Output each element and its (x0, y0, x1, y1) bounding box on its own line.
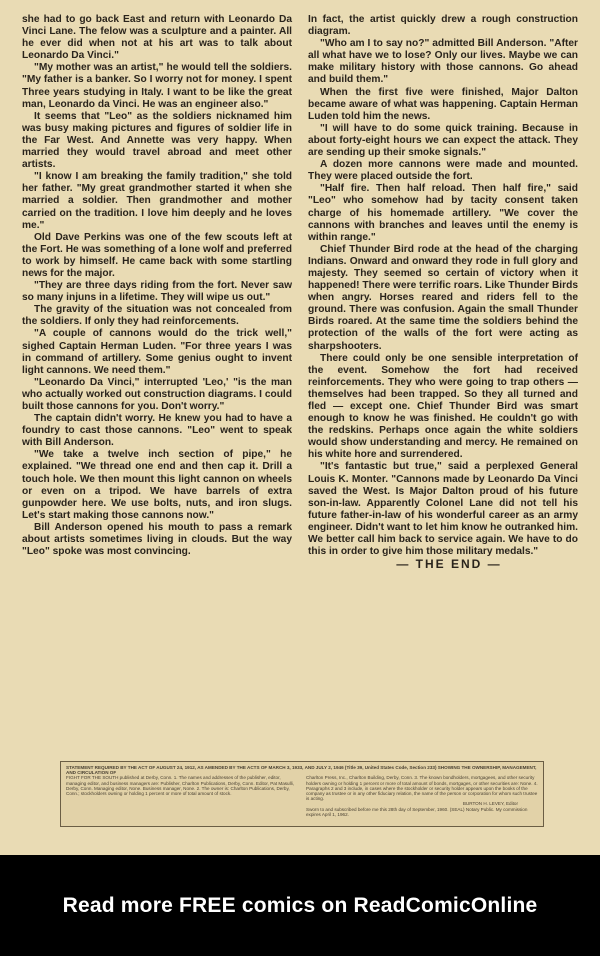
story-paragraph: "Half fire. Then half reload. Then half fire," said "Leo" who somehow had by tacity consent taken charge of his homemade artillery. "We cover the cannons with branches and leaves until the enemy is within range." (308, 183, 578, 243)
story-paragraph: "I know I am breaking the family tradition," she told her father. "My great grandmother started it when she married a soldier. Then grandmother and mother carried on the tradition. I love him deeply and he loves me." (22, 171, 292, 231)
story-paragraph: "Leonardo Da Vinci," interrupted 'Leo,' "is the man who actually worked out construction diagrams. I could built those cannons for you. Don't worry." (22, 376, 292, 412)
ownership-statement-box (60, 761, 544, 827)
story-paragraph: There could only be one sensible interpretation of the event. Somehow the fort had received reinforcements. They who were going to trap others — themselves had been trapped. So they all turned and fled — except one. Chief Thunder Bird was smart enough to know he was finished. He couldn't go with the redskins. Perhaps once again the white soldiers would show understanding and mercy. He remained on his white hore and surrendered. (308, 352, 578, 461)
story-paragraph: In fact, the artist quickly drew a rough construction diagram. (308, 14, 578, 38)
story-paragraph: she had to go back East and return with Leonardo Da Vinci Lane. The felow was a sculpture and a painter. All he ever did when not at his art was to talk about Leonardo Da Vinci." (22, 14, 292, 62)
statement-left-text: FIGHT FOR THE SOUTH published at Derby, Conn. 1. The names and addresses of the publisher, editor, managing editor, and business managers are: Publisher, Charlton Publications, Derby, Conn. Editor, Pat Masulli, Derby, Conn. Managing editor, None. Business manager, None. 2. The owner is: Charlton Publications, Derby, Conn.; stockholders owning or holding 1 percent or more of total amount of stock. (66, 775, 294, 797)
story-paragraph: When the first five were finished, Major Dalton became aware of what was happening. Captain Herman Luden told him the news. (308, 86, 578, 122)
story-paragraph: "It's fantastic but true," said a perplexed General Louis K. Monter. "Cannons made by Leonardo Da Vinci saved the West. Is Major Dalton proud of his future son-in-law. Apparently Colonel Lane did not tell his future father-in-law of his wonderful career as an army engineer. Didn't want to let him know he outranked him. We better call him back to service again. We have to do this in order to give him those military medals." (308, 461, 578, 558)
the-end-mark: — THE END — (396, 557, 502, 572)
story-paragraph: Chief Thunder Bird rode at the head of the charging Indians. Onward and onward they rode in full glory and majesty. They seemed so certain of victory when it happened! There were terrific roars. Like Thunder Birds when angry. Horses reared and riders fell to the ground. There was confusion. Again the small Thunder Birds roared. At the same time the soldiers behind the protection of the walls of the fort were acting as sharpshooters. (308, 243, 578, 352)
promo-banner-text[interactable]: Read more FREE comics on ReadComicOnline (62, 893, 538, 917)
story-paragraph: "We take a twelve inch section of pipe," he explained. "We thread one end and then cap it. Drill a touch hole. We then mount this light cannon on wheels or even on a tripod. We have barrels of extra gunpowder here. We use bolts, nuts, and iron slugs. Let's start making those cannons now." (22, 449, 292, 521)
statement-right-text: Charlton Press, Inc., Charlton Building, Derby, Conn. 3. The known bondholders, mortgagees, and other security holders owning or holding 1 percent or more of total amount of bonds, mortgages, or other securities are: None. 4. Paragraphs 2 and 3 include, in cases where the stockholder or security holder appears upon the books of the company as trustee or in any other fiduciary relation, the name of the person or corporation for whom such trustee is acting. (306, 775, 538, 802)
story-paragraph: "My mother was an artist," he would tell the soldiers. "My father is a banker. So I worry not for money. I spent Three years studying in Italy. I want to be like the great man, Leonardo da Vinci. He was an engineer also." (22, 62, 292, 110)
story-right-column (308, 14, 578, 570)
story-paragraph: The gravity of the situation was not concealed from the soldiers. If only they had reinforcements. (22, 304, 292, 328)
story-paragraph: Bill Anderson opened his mouth to pass a remark about artists sometimes living in clouds. But the way "Leo" spoke was most convincing. (22, 521, 292, 558)
story-paragraph: It seems that "Leo" as the soldiers nicknamed him was busy making pictures and figures of soldier life in the Far West. And Annette was very happy. When married they would travel abroad and meet other artists. (22, 110, 292, 171)
statement-heading: STATEMENT REQUIRED BY THE ACT OF AUGUST 24, 1912, AS AMENDED BY THE ACTS OF MARCH 3, 1933, AND JULY 2, 1946 (Title 39, United States Code, Section 233) SHOWING THE OWNERSHIP, MANAGEMENT, AND CIRCULATION OF (66, 765, 537, 776)
story-left-column (22, 14, 292, 558)
statement-notary: Sworn to and subscribed before me this 28th day of September, 1960. (SEAL) Notary Public. My commission expires April 1, 1962. (306, 806, 528, 817)
statement-signature: BURTON H. LEVEY, Editor (462, 801, 518, 807)
story-paragraph: "Who am I to say no?" admitted Bill Anderson. "After all what have we to lose? Only our lives. Maybe we can make military history with those cannons. Go ahead and build them." (308, 38, 578, 86)
story-paragraph: Old Dave Perkins was one of the few scouts left at the Fort. He was something of a lone wolf and preferred to work by himself. He came back with some startling news for the major. (22, 231, 292, 279)
story-paragraph: A dozen more cannons were made and mounted. They were placed outside the fort. (308, 159, 578, 183)
story-paragraph: "I will have to do some quick training. Because in about forty-eight hours we can expect the attack. They are sending up their smoke signals." (308, 122, 578, 159)
story-paragraph: The captain didn't worry. He knew you had to have a foundry to cast those cannons. "Leo" went to speak with Bill Anderson. (22, 413, 292, 449)
story-paragraph: "A couple of cannons would do the trick well," sighed Captain Herman Luden. "For three years I was in command of artillery. Some genius ought to invent light cannons. We need them." (22, 328, 292, 376)
promo-banner[interactable] (0, 855, 600, 956)
story-paragraph: "They are three days riding from the fort. Never saw so many injuns in a lifetime. They will wipe us out." (22, 280, 292, 304)
